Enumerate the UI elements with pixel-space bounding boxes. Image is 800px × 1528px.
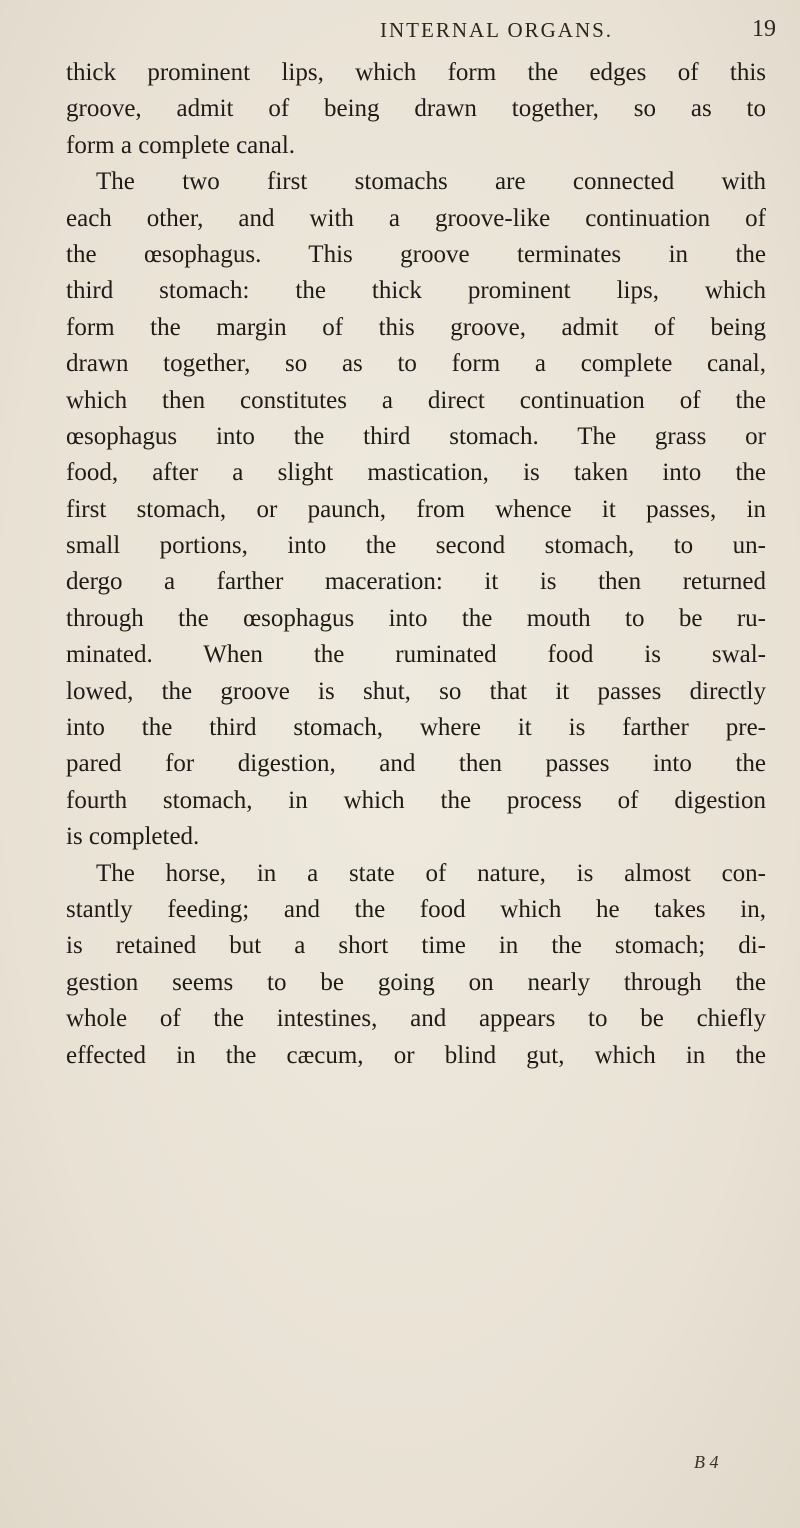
- running-head: INTERNAL ORGANS.: [380, 18, 614, 42]
- text-line: œsophagus into the third stomach. The grass or: [66, 422, 766, 450]
- text-line: The horse, in a state of nature, is almost con-: [96, 859, 766, 887]
- text-line: dergo a farther maceration: it is then returned: [66, 568, 766, 596]
- page-number: 19: [752, 16, 776, 42]
- text-line: each other, and with a groove-like continuation of: [66, 204, 766, 232]
- text-line: is retained but a short time in the stomach; di-: [66, 932, 766, 960]
- text-line: gestion seems to be going on nearly through the: [66, 968, 766, 996]
- text-line: form a complete canal.: [66, 131, 296, 159]
- text-line: small portions, into the second stomach, to un-: [66, 532, 766, 560]
- text-line: into the third stomach, where it is farther pre-: [66, 714, 766, 742]
- text-line: through the œsophagus into the mouth to be ru-: [66, 604, 766, 632]
- text-line: stantly feeding; and the food which he takes in,: [66, 895, 766, 923]
- text-line: whole of the intestines, and appears to be chiefly: [66, 1005, 766, 1033]
- text-line: first stomach, or paunch, from whence it passes, in: [66, 495, 766, 523]
- text-line: is completed.: [66, 823, 200, 851]
- text-line: form the margin of this groove, admit of being: [66, 313, 766, 341]
- text-line: effected in the cæcum, or blind gut, which in the: [66, 1041, 766, 1069]
- text-line: which then constitutes a direct continuation of the: [66, 386, 766, 414]
- text-line: lowed, the groove is shut, so that it passes directly: [66, 677, 766, 705]
- text-line: fourth stomach, in which the process of digestion: [66, 786, 766, 814]
- text-line: third stomach: the thick prominent lips, which: [66, 277, 766, 305]
- text-line: drawn together, so as to form a complete canal,: [66, 350, 766, 378]
- text-line: groove, admit of being drawn together, so as to: [66, 95, 766, 123]
- text-line: minated. When the ruminated food is swal-: [66, 641, 766, 669]
- text-line: The two first stomachs are connected with: [96, 168, 766, 196]
- body-text: [66, 55, 766, 1074]
- text-line: food, after a slight mastication, is taken into the: [66, 459, 766, 487]
- text-line: the œsophagus. This groove terminates in the: [66, 240, 766, 268]
- signature-mark: B 4: [694, 1452, 719, 1472]
- text-line: pared for digestion, and then passes into the: [66, 750, 766, 778]
- text-line: thick prominent lips, which form the edges of this: [66, 59, 766, 86]
